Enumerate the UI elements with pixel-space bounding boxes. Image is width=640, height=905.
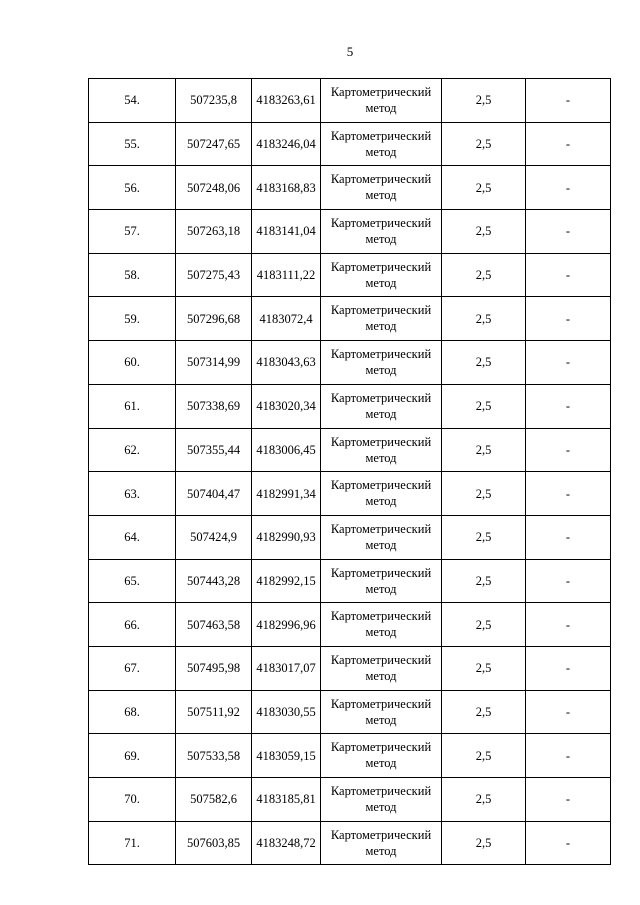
- method-line-2: метод: [365, 756, 397, 771]
- point-number-cell: 54.: [89, 79, 176, 123]
- x-coordinate-cell: 507603,85: [176, 821, 252, 865]
- y-coordinate-cell: 4182990,93: [252, 515, 321, 559]
- y-coordinate-cell: 4183006,45: [252, 428, 321, 472]
- accuracy-cell: 2,5: [442, 166, 526, 210]
- note-cell: -: [526, 778, 611, 822]
- point-number-cell: 67.: [89, 646, 176, 690]
- table-row: [89, 253, 611, 297]
- note-cell: -: [526, 515, 611, 559]
- y-coordinate-cell: 4183168,83: [252, 166, 321, 210]
- y-coordinate-cell: 4183246,04: [252, 122, 321, 166]
- method-line-2: метод: [365, 800, 397, 814]
- table-row: [89, 341, 611, 385]
- note-cell: -: [526, 253, 611, 297]
- point-number-cell: 64.: [89, 515, 176, 559]
- point-number-cell: 57.: [89, 210, 176, 254]
- point-number-cell: 65.: [89, 559, 176, 603]
- accuracy-cell: 2,5: [442, 428, 526, 472]
- method-line-2: метод: [365, 581, 397, 596]
- table-row: [89, 297, 611, 341]
- table-row: [89, 690, 611, 734]
- x-coordinate-cell: 507235,8: [176, 79, 252, 123]
- x-coordinate-cell: 507424,9: [176, 515, 252, 559]
- accuracy-cell: 2,5: [442, 297, 526, 341]
- accuracy-cell: 2,5: [442, 646, 526, 690]
- y-coordinate-cell: 4183043,63: [252, 341, 321, 385]
- table-row: [89, 472, 611, 516]
- method-cell: [321, 472, 442, 516]
- accuracy-cell: 2,5: [442, 253, 526, 297]
- method-line-1: Картометрический: [330, 216, 432, 231]
- method-line-1: Картометрический: [330, 521, 432, 536]
- method-cell: [321, 341, 442, 385]
- note-cell: -: [526, 559, 611, 603]
- table-row: [89, 428, 611, 472]
- method-cell: [321, 646, 442, 690]
- method-cell: [321, 690, 442, 734]
- accuracy-cell: 2,5: [442, 603, 526, 647]
- method-line-1: Картометрический: [330, 390, 432, 405]
- method-line-1: Картометрический: [330, 434, 432, 449]
- method-line-1: Картометрический: [330, 565, 432, 580]
- table-row: [89, 79, 611, 123]
- accuracy-cell: 2,5: [442, 384, 526, 428]
- point-number-cell: 58.: [89, 253, 176, 297]
- method-cell: [321, 384, 442, 428]
- coordinates-table: [88, 78, 611, 865]
- y-coordinate-cell: 4183020,34: [252, 384, 321, 428]
- method-line-2: метод: [365, 363, 397, 378]
- x-coordinate-cell: 507296,68: [176, 297, 252, 341]
- method-line-1: Картометрический: [330, 740, 432, 755]
- method-cell: [321, 210, 442, 254]
- method-cell: [321, 122, 442, 166]
- point-number-cell: 59.: [89, 297, 176, 341]
- method-line-1: Картометрический: [330, 652, 432, 667]
- accuracy-cell: 2,5: [442, 122, 526, 166]
- method-cell: [321, 253, 442, 297]
- x-coordinate-cell: 507443,28: [176, 559, 252, 603]
- table-row: [89, 559, 611, 603]
- table-row: [89, 646, 611, 690]
- accuracy-cell: 2,5: [442, 734, 526, 778]
- accuracy-cell: 2,5: [442, 690, 526, 734]
- y-coordinate-cell: 4182992,15: [252, 559, 321, 603]
- point-number-cell: 71.: [89, 821, 176, 865]
- point-number-cell: 63.: [89, 472, 176, 516]
- point-number-cell: 68.: [89, 690, 176, 734]
- note-cell: -: [526, 428, 611, 472]
- x-coordinate-cell: 507511,92: [176, 690, 252, 734]
- y-coordinate-cell: 4182996,96: [252, 603, 321, 647]
- point-number-cell: 60.: [89, 341, 176, 385]
- method-cell: [321, 79, 442, 123]
- note-cell: -: [526, 384, 611, 428]
- note-cell: -: [526, 79, 611, 123]
- note-cell: -: [526, 821, 611, 865]
- x-coordinate-cell: 507404,47: [176, 472, 252, 516]
- table-row: [89, 122, 611, 166]
- method-line-2: метод: [365, 101, 397, 115]
- method-line-1: Картометрический: [330, 784, 432, 798]
- method-line-2: метод: [365, 494, 397, 509]
- accuracy-cell: 2,5: [442, 79, 526, 123]
- method-cell: [321, 559, 442, 603]
- y-coordinate-cell: 4183072,4: [252, 297, 321, 341]
- note-cell: -: [526, 603, 611, 647]
- note-cell: -: [526, 166, 611, 210]
- note-cell: -: [526, 472, 611, 516]
- method-line-2: метод: [365, 319, 397, 334]
- method-line-2: метод: [365, 406, 397, 421]
- y-coordinate-cell: 4183059,15: [252, 734, 321, 778]
- method-line-1: Картометрический: [330, 696, 432, 711]
- accuracy-cell: 2,5: [442, 472, 526, 516]
- y-coordinate-cell: 4183248,72: [252, 821, 321, 865]
- page-number: 5: [346, 44, 354, 59]
- x-coordinate-cell: 507582,6: [176, 778, 252, 822]
- point-number-cell: 61.: [89, 384, 176, 428]
- method-line-1: Картометрический: [330, 347, 432, 362]
- table-row: [89, 515, 611, 559]
- y-coordinate-cell: 4183263,61: [252, 79, 321, 123]
- x-coordinate-cell: 507263,18: [176, 210, 252, 254]
- method-line-1: Картометрический: [330, 259, 432, 274]
- table-row: [89, 734, 611, 778]
- method-cell: [321, 515, 442, 559]
- method-line-1: Картометрический: [330, 303, 432, 318]
- method-line-1: Картометрический: [330, 128, 432, 143]
- method-line-2: метод: [365, 188, 397, 203]
- method-cell: [321, 428, 442, 472]
- x-coordinate-cell: 507247,65: [176, 122, 252, 166]
- table-row: [89, 821, 611, 865]
- table-row: [89, 603, 611, 647]
- point-number-cell: 66.: [89, 603, 176, 647]
- table-row: [89, 166, 611, 210]
- x-coordinate-cell: 507275,43: [176, 253, 252, 297]
- method-line-2: метод: [365, 537, 397, 552]
- method-line-1: Картометрический: [330, 85, 432, 99]
- y-coordinate-cell: 4183030,55: [252, 690, 321, 734]
- note-cell: -: [526, 297, 611, 341]
- y-coordinate-cell: 4183111,22: [252, 253, 321, 297]
- method-cell: [321, 603, 442, 647]
- method-line-2: метод: [365, 712, 397, 727]
- note-cell: -: [526, 690, 611, 734]
- point-number-cell: 56.: [89, 166, 176, 210]
- table-row: [89, 778, 611, 822]
- x-coordinate-cell: 507463,58: [176, 603, 252, 647]
- method-line-2: метод: [365, 668, 397, 683]
- note-cell: -: [526, 734, 611, 778]
- x-coordinate-cell: 507338,69: [176, 384, 252, 428]
- method-cell: [321, 297, 442, 341]
- x-coordinate-cell: 507495,98: [176, 646, 252, 690]
- y-coordinate-cell: 4183185,81: [252, 778, 321, 822]
- method-line-2: метод: [365, 625, 397, 640]
- method-line-2: метод: [365, 450, 397, 465]
- accuracy-cell: 2,5: [442, 778, 526, 822]
- method-cell: [321, 778, 442, 822]
- method-line-1: Картометрический: [330, 827, 432, 842]
- point-number-cell: 69.: [89, 734, 176, 778]
- accuracy-cell: 2,5: [442, 515, 526, 559]
- method-line-1: Картометрический: [330, 172, 432, 187]
- accuracy-cell: 2,5: [442, 559, 526, 603]
- method-line-1: Картометрический: [330, 478, 432, 493]
- note-cell: -: [526, 341, 611, 385]
- note-cell: -: [526, 122, 611, 166]
- x-coordinate-cell: 507248,06: [176, 166, 252, 210]
- x-coordinate-cell: 507314,99: [176, 341, 252, 385]
- note-cell: -: [526, 646, 611, 690]
- y-coordinate-cell: 4183017,07: [252, 646, 321, 690]
- point-number-cell: 55.: [89, 122, 176, 166]
- y-coordinate-cell: 4182991,34: [252, 472, 321, 516]
- method-line-2: метод: [365, 275, 397, 290]
- method-cell: [321, 734, 442, 778]
- table-row: [89, 384, 611, 428]
- method-line-2: метод: [365, 843, 397, 858]
- method-cell: [321, 166, 442, 210]
- x-coordinate-cell: 507533,58: [176, 734, 252, 778]
- note-cell: -: [526, 210, 611, 254]
- table-row: [89, 210, 611, 254]
- point-number-cell: 62.: [89, 428, 176, 472]
- y-coordinate-cell: 4183141,04: [252, 210, 321, 254]
- method-cell: [321, 821, 442, 865]
- coordinates-table-body: [89, 79, 611, 865]
- method-line-2: метод: [365, 232, 397, 247]
- method-line-1: Картометрический: [330, 609, 432, 624]
- point-number-cell: 70.: [89, 778, 176, 822]
- accuracy-cell: 2,5: [442, 821, 526, 865]
- x-coordinate-cell: 507355,44: [176, 428, 252, 472]
- accuracy-cell: 2,5: [442, 210, 526, 254]
- method-line-2: метод: [365, 144, 397, 159]
- accuracy-cell: 2,5: [442, 341, 526, 385]
